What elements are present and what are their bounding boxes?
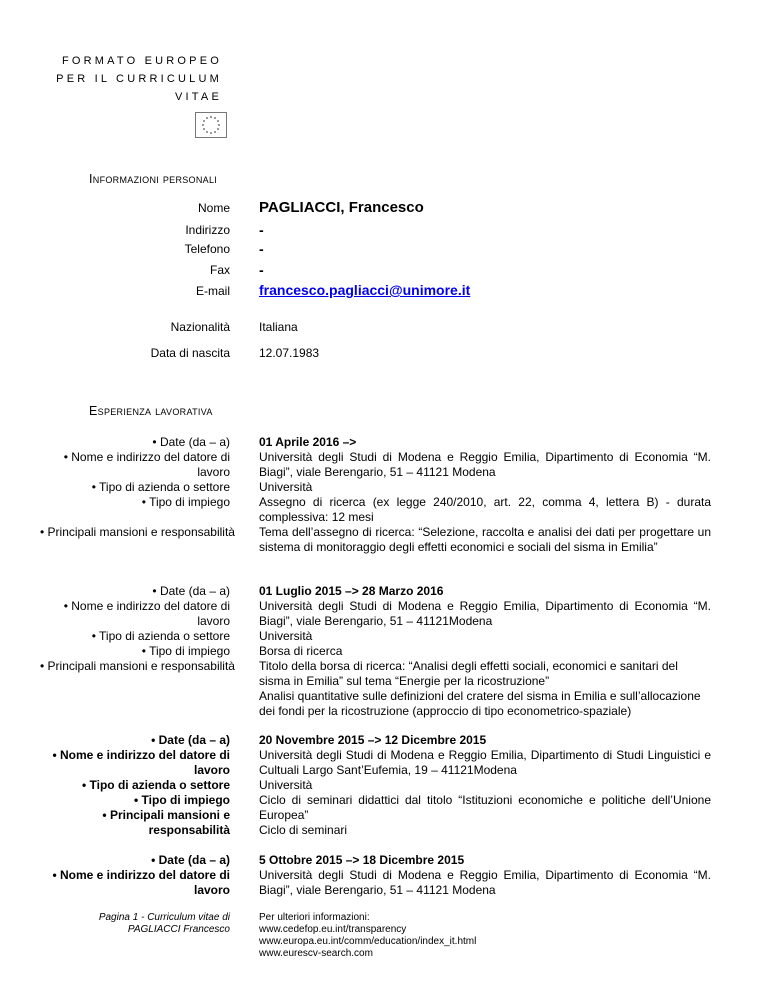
value-nome: PAGLIACCI, Francesco — [259, 199, 424, 216]
job-3-label-duties-2: responsabilità — [148, 823, 230, 837]
job-1-sector: Università — [259, 480, 313, 494]
job-3-values — [259, 733, 711, 838]
cv-format-title — [0, 55, 222, 67]
job-2-label-date: • Date (da – a) — [152, 584, 230, 598]
job-2-date: 01 Luglio 2015 –> 28 Marzo 2016 — [259, 584, 444, 598]
job-1-employer: Università degli Studi di Modena e Reggio Emilia, Dipartimento di Economia “M. Biagi”, viale Berengario, 51 – 41121 Modena — [259, 450, 711, 479]
job-4-date: 5 Ottobre 2015 –> 18 Dicembre 2015 — [259, 853, 465, 867]
job-1-label-sector: • Tipo di azienda o settore — [91, 480, 230, 494]
label-fax: Fax — [209, 263, 230, 277]
job-1-label-date: • Date (da – a) — [152, 435, 230, 449]
job-3-label-employer-2: lavoro — [193, 763, 230, 777]
footer-left-2: PAGLIACCI Francesco — [127, 924, 230, 935]
job-1-label-duties: • Principali mansioni e responsabilità — [40, 525, 235, 539]
job-4-label-date: • Date (da – a) — [151, 853, 230, 867]
job-3-date: 20 Novembre 2015 –> 12 Dicembre 2015 — [259, 733, 487, 747]
job-3-labels — [40, 733, 230, 838]
job-2-label-employer: • Nome e indirizzo del datore di — [63, 599, 230, 613]
footer-left-1: Pagina 1 - Curriculum vitae di — [98, 912, 230, 923]
value-indirizzo: - — [259, 222, 264, 238]
email-link[interactable]: francesco.pagliacci@unimore.it — [259, 282, 471, 298]
job-1-values — [259, 435, 711, 555]
job-1-label-spacer — [40, 510, 230, 525]
job-2-label-duties: • Principali mansioni e responsabilità — [40, 659, 235, 673]
job-2-sector: Università — [259, 629, 313, 643]
footer-link-eurescv[interactable]: www.eurescv-search.com — [259, 948, 373, 959]
job-4-label-employer-2: lavoro — [193, 883, 230, 897]
header-line3: VITAE — [175, 91, 222, 103]
job-3-duties: Ciclo di seminari — [259, 823, 348, 837]
job-3-label-date: • Date (da – a) — [151, 733, 230, 747]
cv-format-subtitle — [0, 73, 222, 85]
label-nascita: Data di nascita — [150, 346, 230, 360]
value-telefono: - — [259, 241, 264, 257]
job-1-date: 01 Aprile 2016 –> — [259, 435, 357, 449]
job-2-type: Borsa di ricerca — [259, 644, 343, 658]
job-3-label-duties: • Principali mansioni e — [102, 808, 230, 822]
header-line2: PER IL CURRICULUM — [56, 73, 222, 85]
label-telefono: Telefono — [184, 242, 230, 256]
job-4-employer: Università degli Studi di Modena e Reggio Emilia, Dipartimento di Economia “M. Biagi”, viale Berengario, 51 – 41121 Modena — [259, 868, 711, 897]
header-line1: FORMATO EUROPEO — [61, 55, 222, 67]
footer-links — [259, 912, 476, 960]
cv-format-subtitle-2 — [0, 91, 222, 103]
job-4-values — [259, 853, 711, 898]
job-2-duties: Titolo della borsa di ricerca: “Analisi degli effetti sociali, economici e sanitari del sisma in Emilia” sul tema “Energie per la ricostruzione” — [259, 659, 678, 688]
footer-link-europa[interactable]: www.europa.eu.int/comm/education/index_it.html — [259, 936, 477, 947]
job-4-labels — [40, 853, 230, 898]
job-3-sector: Università — [259, 778, 313, 792]
section-work-experience: Esperienza lavorativa — [89, 404, 213, 418]
value-nascita: 12.07.1983 — [259, 346, 320, 360]
footer-link-cedefop[interactable]: www.cedefop.eu.int/transparency — [259, 924, 407, 935]
job-1-labels — [40, 435, 235, 540]
job-3-type: Ciclo di seminari didattici dal titolo “Istituzioni economiche e politiche dell’Unione Europea” — [259, 793, 711, 822]
job-2-label-employer-2: lavoro — [197, 614, 230, 628]
job-2-labels — [40, 584, 235, 674]
job-1-duties: Tema dell’assegno di ricerca: “Selezione, raccolta e analisi dei dati per progettare un sistema di monitoraggio degli effetti economici e sociali del sisma in Emilia” — [259, 525, 711, 554]
job-3-label-type: • Tipo di impiego — [134, 793, 230, 807]
value-nazionalita: Italiana — [259, 320, 298, 334]
job-2-employer: Università degli Studi di Modena e Reggio Emilia, Dipartimento di Economia “M. Biagi”, viale Berengario, 51 – 41121Modena — [259, 599, 711, 628]
job-4-label-employer: • Nome e indirizzo del datore di — [52, 868, 230, 882]
job-2-label-sector: • Tipo di azienda o settore — [91, 629, 230, 643]
value-fax: - — [259, 262, 264, 278]
job-2-values — [259, 584, 711, 719]
job-2-duties-2: Analisi quantitative sulle definizioni del cratere del sisma in Emilia e sull’allocazione dei fondi per la ricostruzione (approccio di tipo econometrico-spaziale) — [259, 689, 701, 718]
job-3-employer: Università degli Studi di Modena e Reggio Emilia, Dipartimento di Studi Linguistici e Cultuali Largo Sant’Eufemia, 19 – 41121Modena — [259, 748, 711, 777]
footer-page-info — [99, 912, 230, 936]
label-email: E-mail — [195, 284, 230, 298]
eu-flag-icon — [195, 112, 227, 138]
job-1-label-employer: • Nome e indirizzo del datore di — [63, 450, 230, 464]
job-1-label-type: • Tipo di impiego — [141, 495, 230, 509]
section-personal-info: Informazioni personali — [89, 172, 218, 186]
job-1-type: Assegno di ricerca (ex legge 240/2010, art. 22, comma 4, lettera B) - durata complessiva: 12 mesi — [259, 495, 711, 524]
footer-right-1: Per ulteriori informazioni: — [259, 912, 370, 923]
label-nazionalita: Nazionalità — [170, 320, 230, 334]
job-3-label-sector: • Tipo di azienda o settore — [81, 778, 230, 792]
job-2-label-type: • Tipo di impiego — [141, 644, 230, 658]
label-indirizzo: Indirizzo — [185, 223, 230, 237]
job-1-label-employer-2: lavoro — [197, 465, 230, 479]
label-nome: Nome — [197, 201, 230, 215]
job-3-label-employer: • Nome e indirizzo del datore di — [52, 748, 230, 762]
